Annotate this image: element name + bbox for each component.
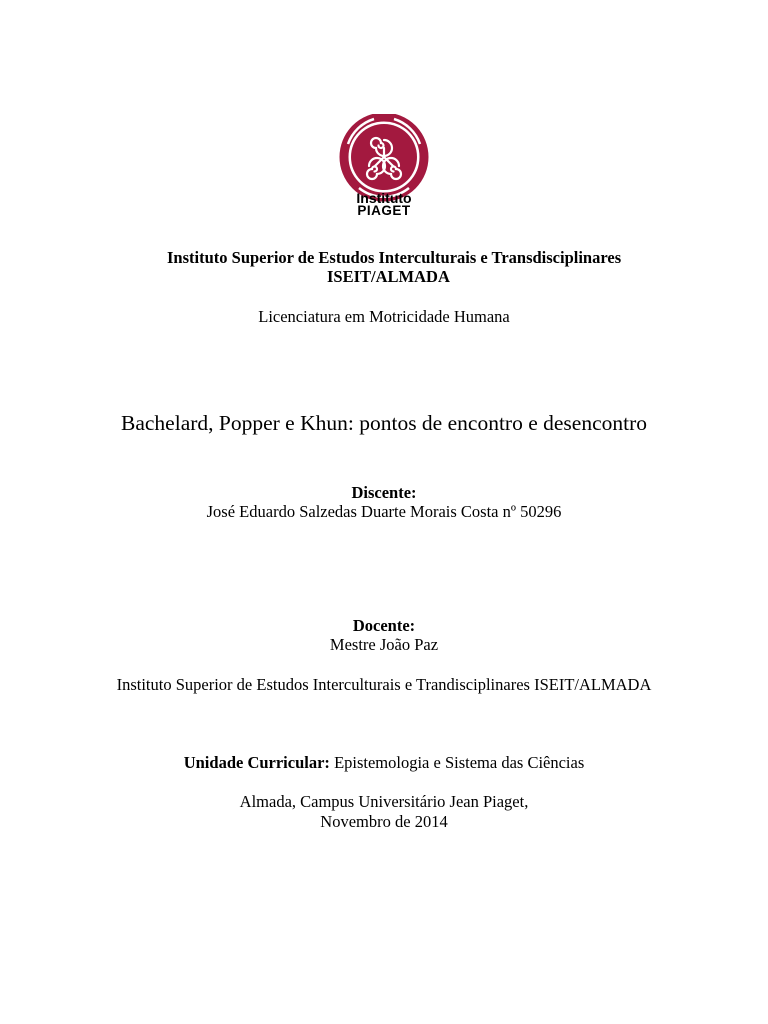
location-date: Novembro de 2014 [320,812,448,831]
triskelion-emblem [334,114,434,218]
logo-text-piaget: PIAGET [357,203,411,218]
student-label: Discente: [351,483,417,502]
institution-name-line1: Instituto Superior de Estudos Interculturais e Transdisciplinares [167,248,622,267]
teacher-name: Mestre João Paz [329,635,439,654]
logo-text-instituto: Instituto [356,190,412,206]
institution-name-line2: ISEIT/ALMADA [327,267,450,286]
curricular-unit-label: Unidade Curricular: [183,753,330,772]
instituto-piaget-logo [334,114,434,218]
student-name: José Eduardo Salzedas Duarte Morais Costa nº 50296 [206,502,562,521]
location-line1: Almada, Campus Universitário Jean Piaget, [239,792,529,811]
document-title: Bachelard, Popper e Khun: pontos de encontro e desencontro [121,411,647,435]
curricular-unit-value: Epistemologia e Sistema das Ciências [334,753,585,772]
teacher-label: Docente: [352,616,416,635]
course-name: Licenciatura em Motricidade Humana [258,307,510,326]
curricular-unit [0,753,768,773]
institution-full-name: Instituto Superior de Estudos Interculturais e Trandisciplinares ISEIT/ALMADA [116,675,652,694]
